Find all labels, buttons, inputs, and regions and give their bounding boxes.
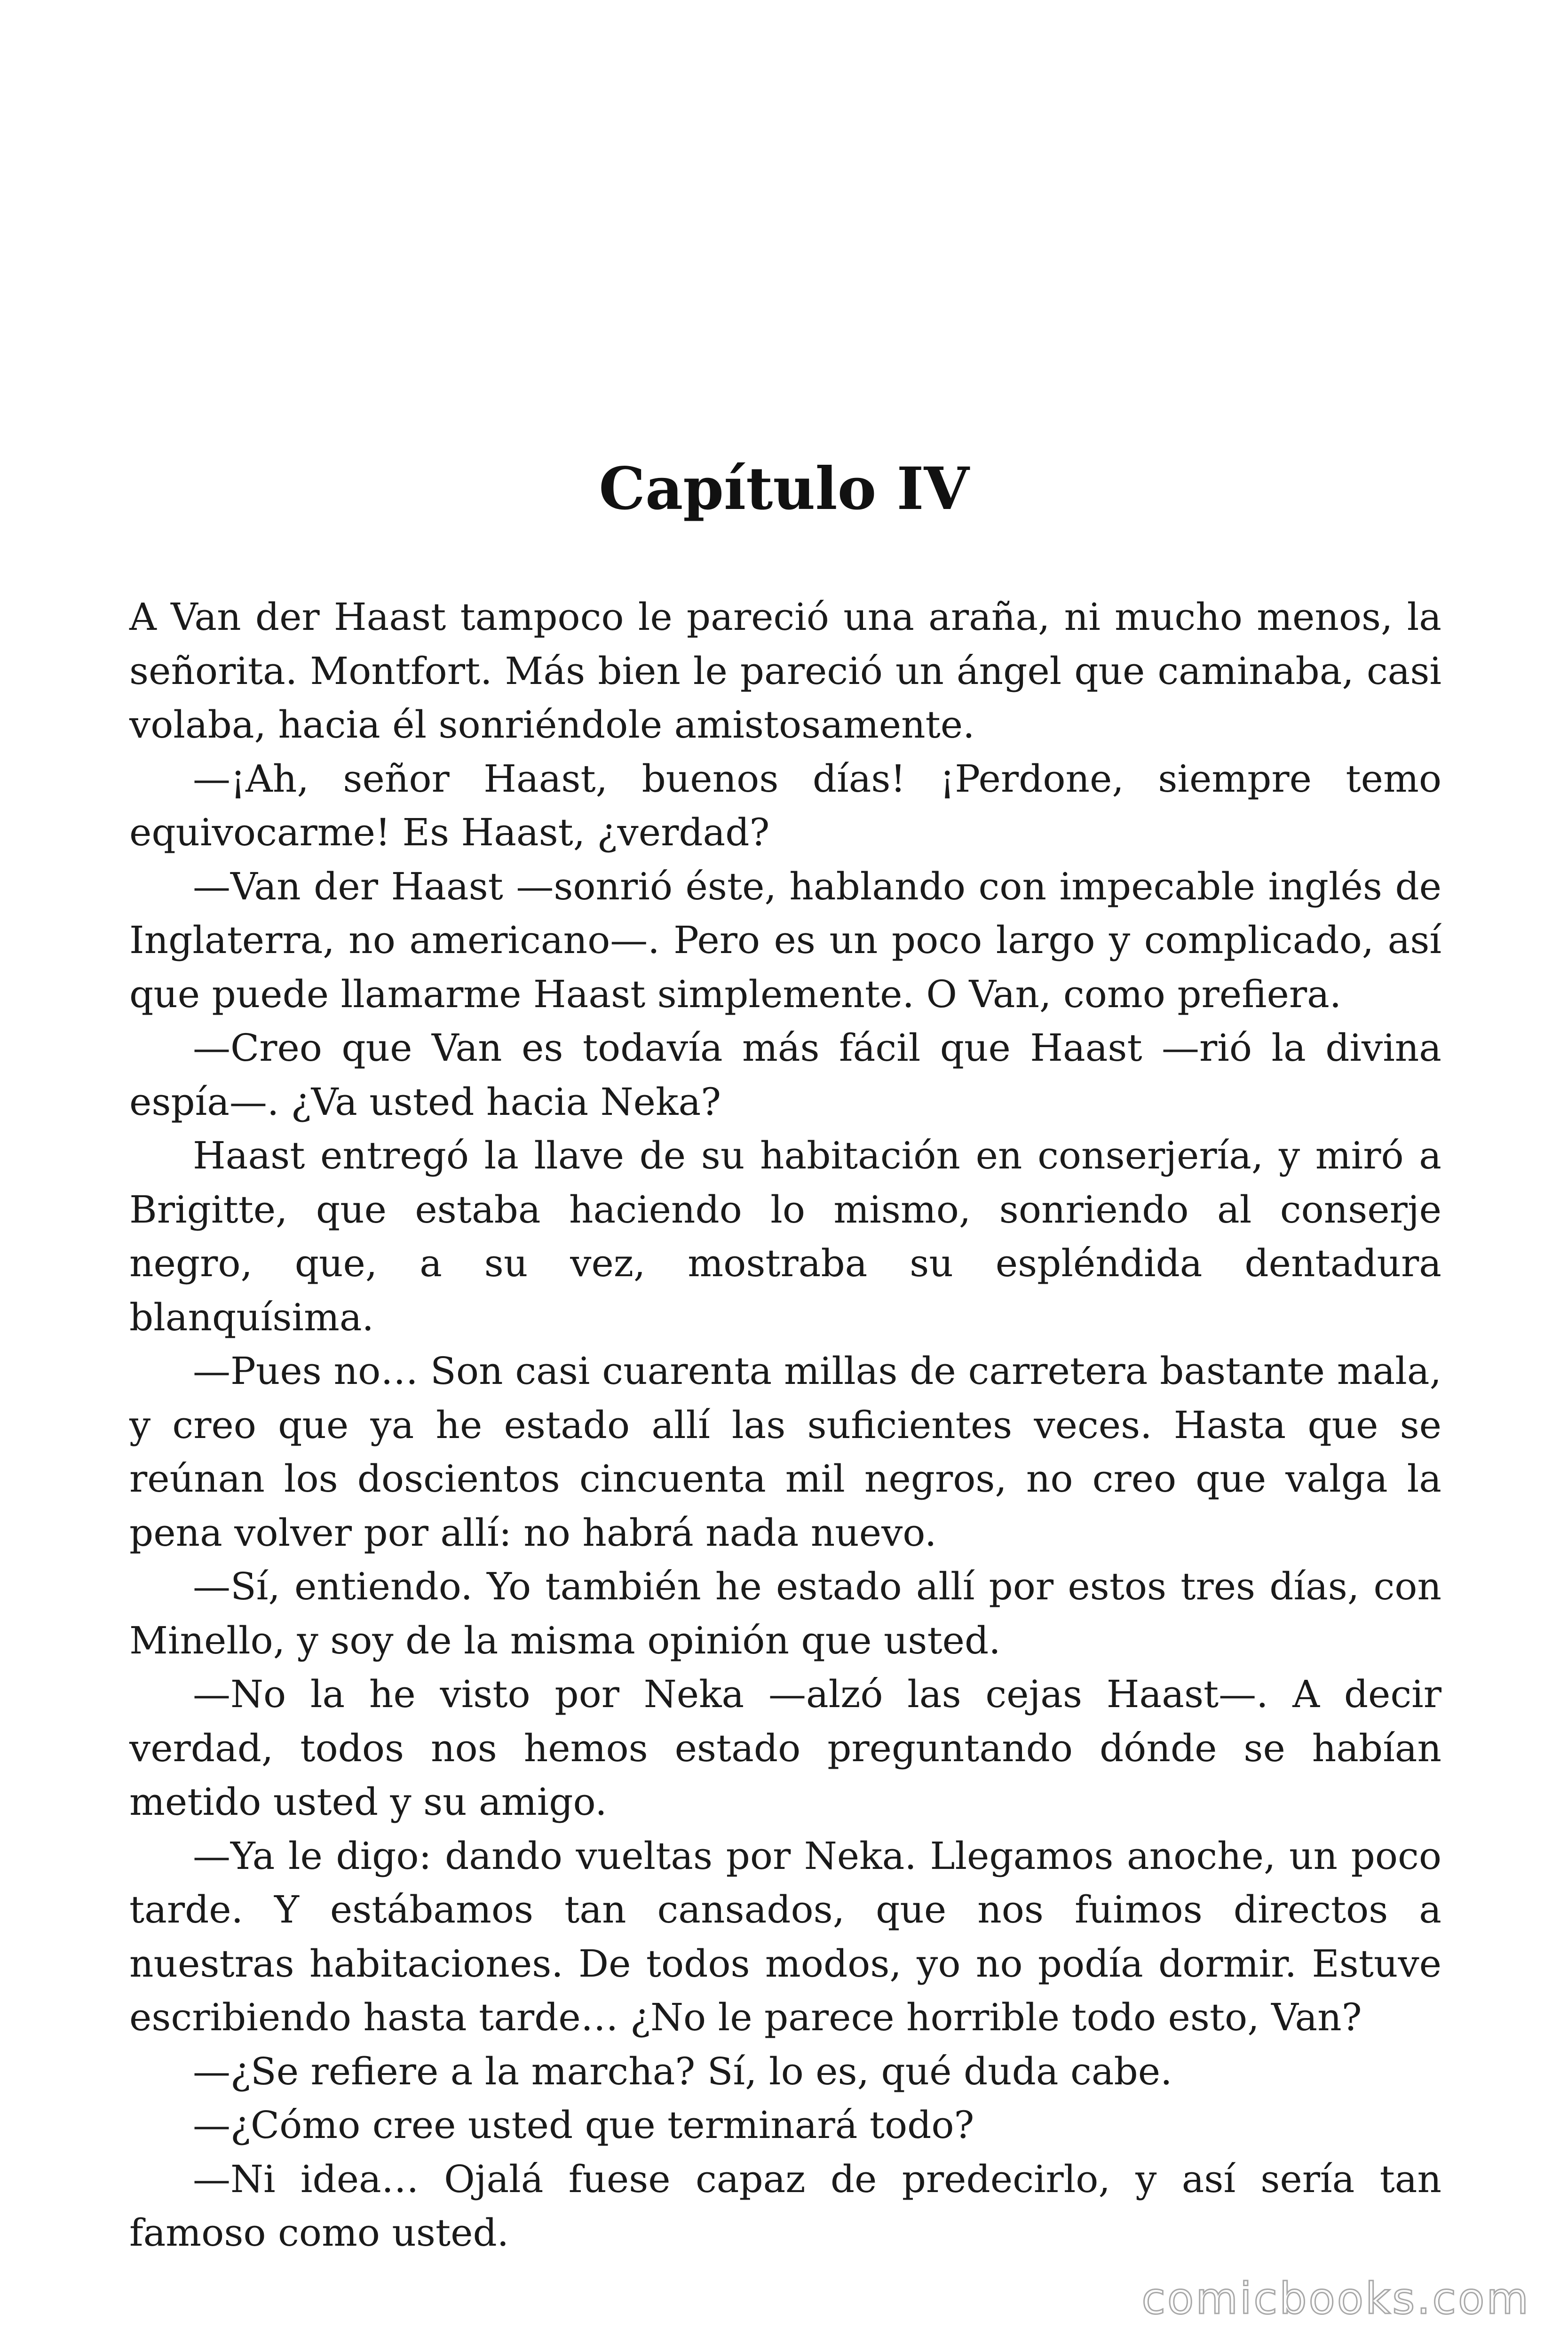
paragraph: —¡Ah, señor Haast, buenos días! ¡Perdone, siempre temo equivocarme! Es Haast, ¿verdad? — [129, 756, 1441, 854]
paragraph: —¿Cómo cree usted que terminará todo? — [193, 2103, 974, 2147]
chapter-title: Capítulo IV — [599, 455, 969, 523]
paragraph: —Creo que Van es todavía más fácil que Haast —rió la divina espía—. ¿Va usted hacia Neka? — [129, 1026, 1441, 1124]
paragraph: —Van der Haast —sonrió éste, hablando con impecable inglés de Inglaterra, no americano—. Pero es un poco largo y complicado, así que puede llamarme Haast simplemente. O Van, como prefiera. — [129, 864, 1441, 1016]
paragraph: Haast entregó la llave de su habitación en conserjería, y miró a Brigitte, que estaba haciendo lo mismo, sonriendo al conserje negro, que, a su vez, mostraba su espléndida dentadura blanquísima. — [129, 1134, 1441, 1339]
paragraph: A Van der Haast tampoco le pareció una araña, ni mucho menos, la señorita. Montfort. Más bien le pareció un ángel que caminaba, casi volaba, hacia él sonriéndole amistosamente. — [129, 595, 1441, 747]
paragraph: —Ni idea… Ojalá fuese capaz de predecirlo, y así sería tan famoso como usted. — [129, 2157, 1441, 2255]
paragraph: —Pues no… Son casi cuarenta millas de carretera bastante mala, y creo que ya he estado allí las suficientes veces. Hasta que se reúnan los doscientos cincuenta mil negros, no creo que valga la pena volver por allí: no habrá nada nuevo. — [129, 1349, 1441, 1555]
paragraph: —Ya le digo: dando vueltas por Neka. Llegamos anoche, un poco tarde. Y estábamos tan cansados, que nos fuimos directos a nuestras habitaciones. De todos modos, yo no podía dormir. Estuve escribiendo hasta tarde… ¿No le parece horrible todo esto, Van? — [129, 1834, 1441, 2039]
paragraph: —No la he visto por Neka —alzó las cejas Haast—. A decir verdad, todos nos hemos estado preguntando dónde se habían metido usted y su amigo. — [129, 1672, 1441, 1824]
paragraph: —¿Se refiere a la marcha? Sí, lo es, qué duda cabe. — [193, 2049, 1172, 2093]
chapter-body — [129, 590, 1441, 2260]
watermark: comicbooks.com — [1141, 2273, 1530, 2324]
paragraph: —Sí, entiendo. Yo también he estado allí por estos tres días, con Minello, y soy de la misma opinión que usted. — [129, 1565, 1441, 1662]
